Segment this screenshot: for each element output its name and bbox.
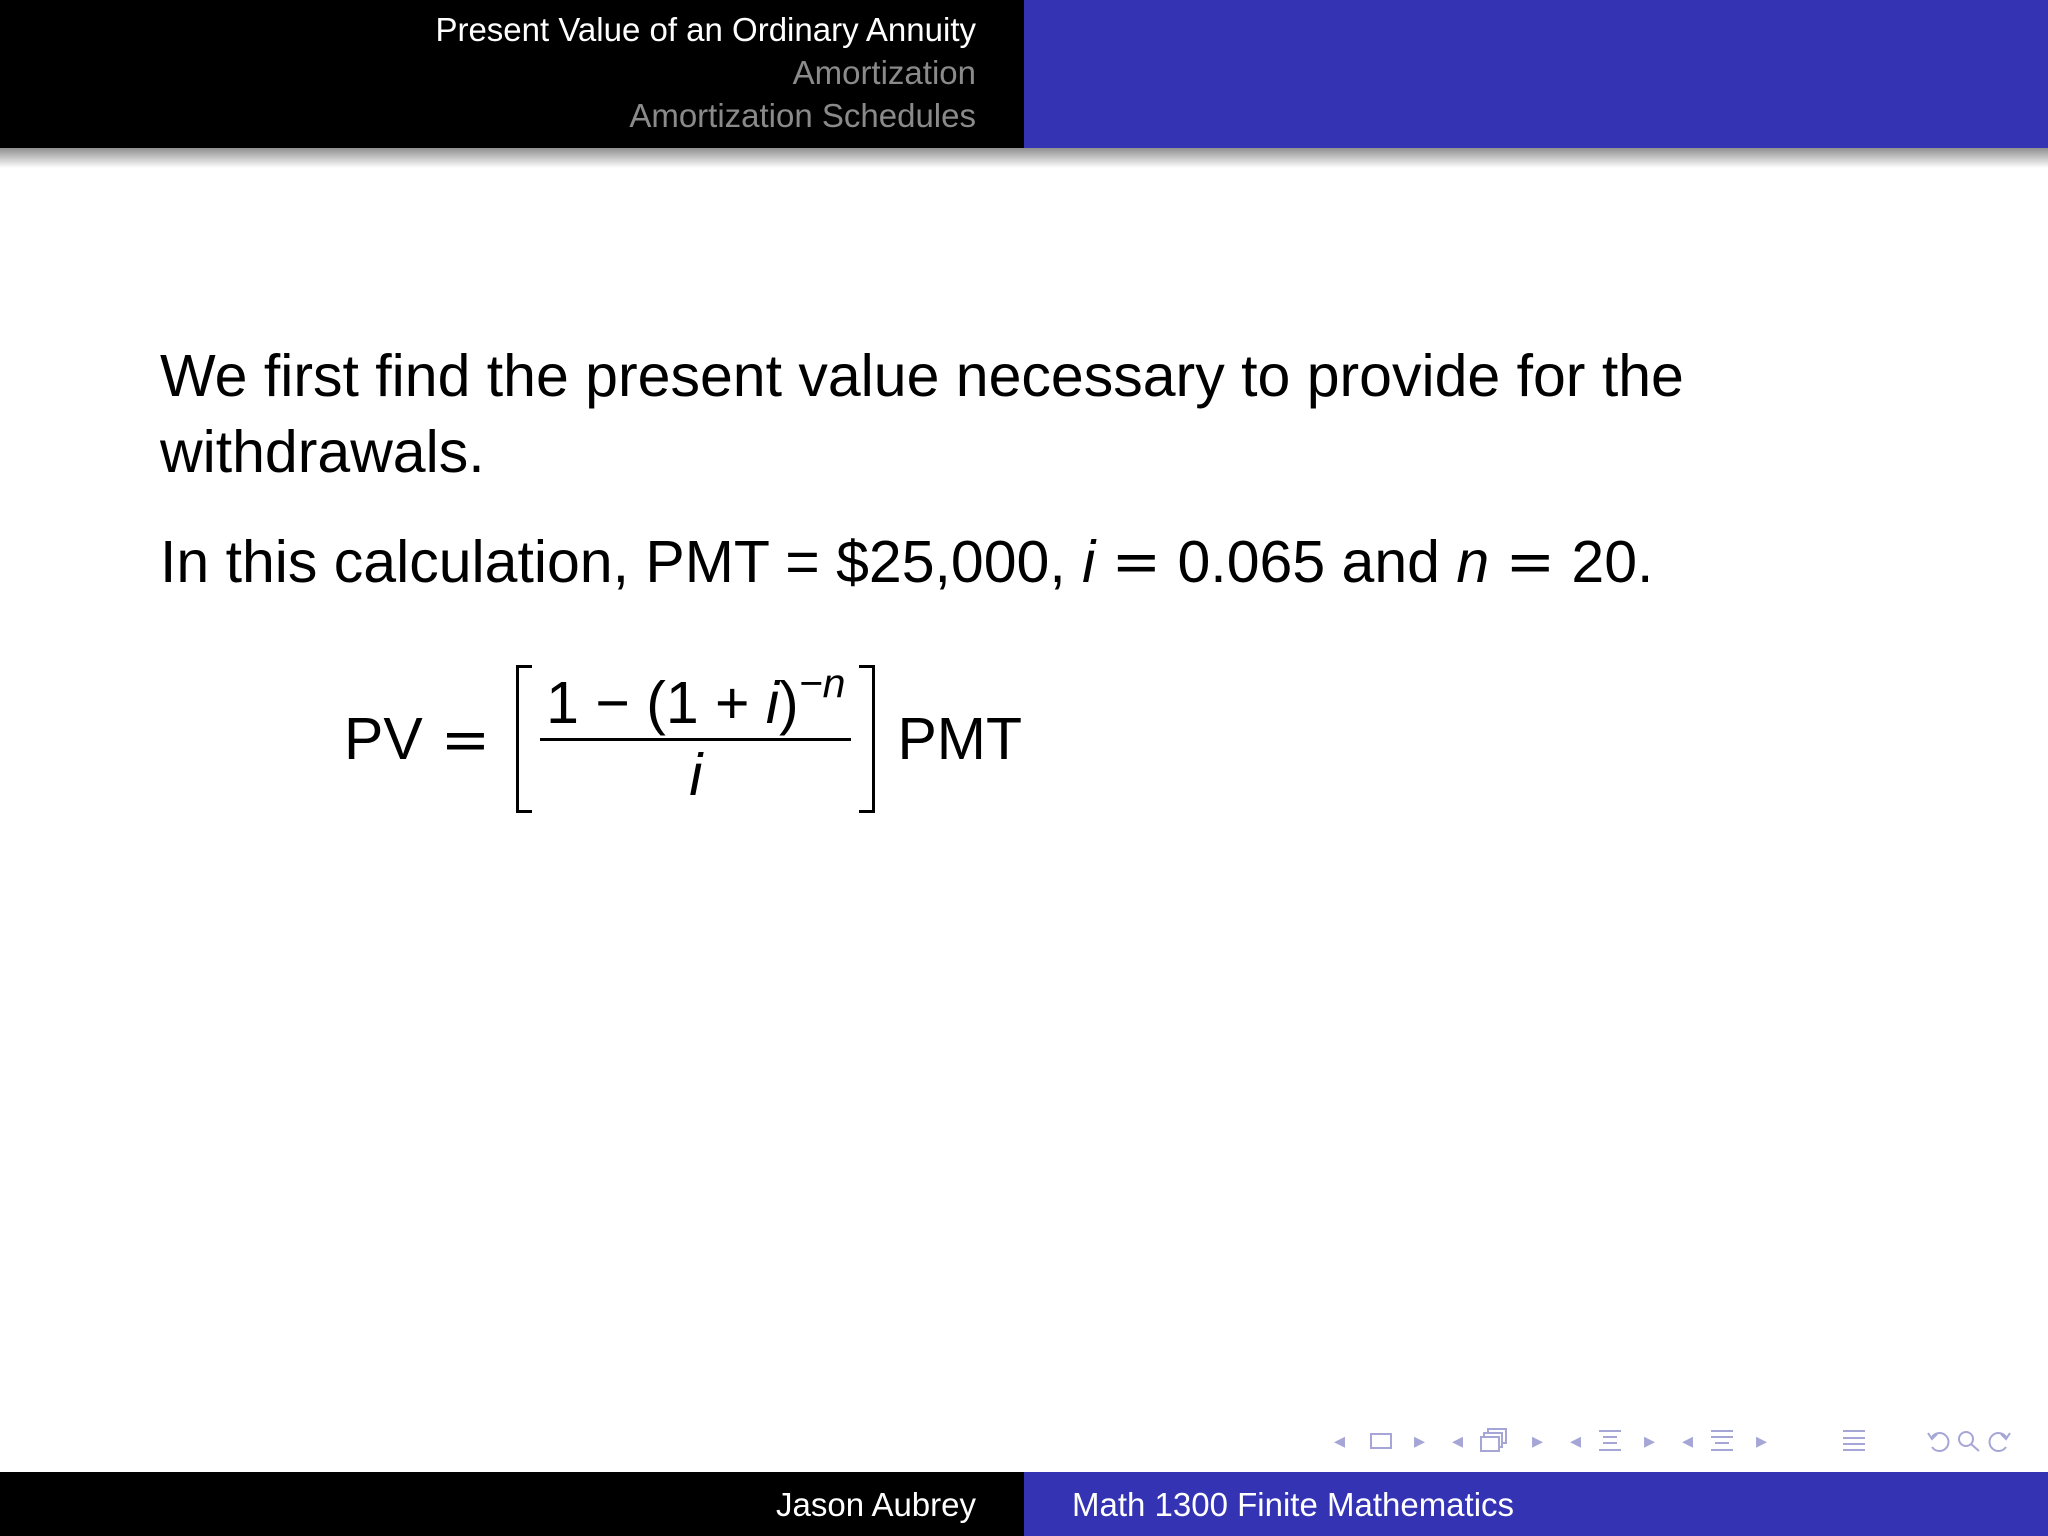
section-alt-icon[interactable]	[1710, 1428, 1734, 1454]
section-navigation	[435, 8, 976, 137]
slide-footer	[0, 1472, 2048, 1536]
arrow-right-icon[interactable]: ▸	[1756, 1428, 1768, 1453]
arrow-left-icon[interactable]: ◂	[1570, 1428, 1582, 1453]
header-shadow	[0, 148, 2048, 168]
formula-numerator	[540, 659, 851, 738]
search-icon[interactable]	[1956, 1429, 1982, 1453]
subsection-icon[interactable]	[1480, 1428, 1508, 1452]
section-icon[interactable]	[1598, 1428, 1622, 1454]
arrow-left-icon[interactable]: ◂	[1452, 1428, 1464, 1453]
footer-author: Jason Aubrey	[776, 1486, 976, 1523]
header-right-panel	[1024, 0, 2048, 148]
formula-denominator: i	[689, 741, 703, 808]
section-link-present-value[interactable]: Present Value of an Ordinary Annuity	[435, 11, 976, 48]
present-value-formula	[344, 654, 1022, 824]
arrow-left-icon[interactable]: ◂	[1682, 1428, 1694, 1453]
footer-author-panel	[0, 1472, 1024, 1536]
arrow-right-icon[interactable]: ▸	[1532, 1428, 1544, 1453]
undo-icon[interactable]	[1926, 1429, 1952, 1453]
calc-prefix: In this calculation, PMT = $25,000,	[160, 529, 1083, 595]
align-icon[interactable]	[1842, 1428, 1866, 1454]
equals-sign: =	[1505, 527, 1556, 596]
numerator-prefix: 1 − (1 +	[546, 669, 766, 736]
header-left-panel	[0, 0, 1024, 148]
var-i: i	[1082, 529, 1096, 595]
slide-header	[0, 0, 2048, 148]
right-bracket	[859, 665, 875, 813]
formula-fraction	[540, 659, 851, 808]
slide-content	[160, 338, 1920, 634]
arrow-right-icon[interactable]: ▸	[1414, 1428, 1426, 1453]
footer-course: Math 1300 Finite Mathematics	[1072, 1486, 1515, 1523]
paragraph-calculation-values	[160, 524, 1920, 600]
numerator-var: i	[765, 669, 780, 736]
value-i: 0.065 and	[1161, 529, 1457, 595]
formula-exponent: −n	[798, 659, 846, 706]
section-link-amortization-schedules[interactable]: Amortization Schedules	[629, 97, 976, 134]
value-n: 20.	[1555, 529, 1654, 595]
navigation-symbols	[1334, 1424, 2034, 1458]
section-link-amortization[interactable]: Amortization	[792, 54, 976, 91]
footer-course-panel	[1024, 1472, 2048, 1536]
numerator-close: )	[779, 669, 799, 736]
formula-equals: =	[440, 704, 491, 774]
equals-sign: =	[1111, 527, 1162, 596]
var-n: n	[1456, 529, 1490, 595]
redo-icon[interactable]	[1986, 1429, 2012, 1453]
arrow-right-icon[interactable]: ▸	[1644, 1428, 1656, 1453]
left-bracket	[516, 665, 532, 813]
paragraph-present-value: We first find the present value necessary to provide for the withdrawals.	[160, 343, 1684, 485]
formula-lhs: PV	[344, 706, 423, 772]
frame-icon[interactable]	[1370, 1433, 1392, 1449]
arrow-left-icon[interactable]: ◂	[1334, 1428, 1346, 1453]
formula-rhs: PMT	[897, 706, 1022, 772]
